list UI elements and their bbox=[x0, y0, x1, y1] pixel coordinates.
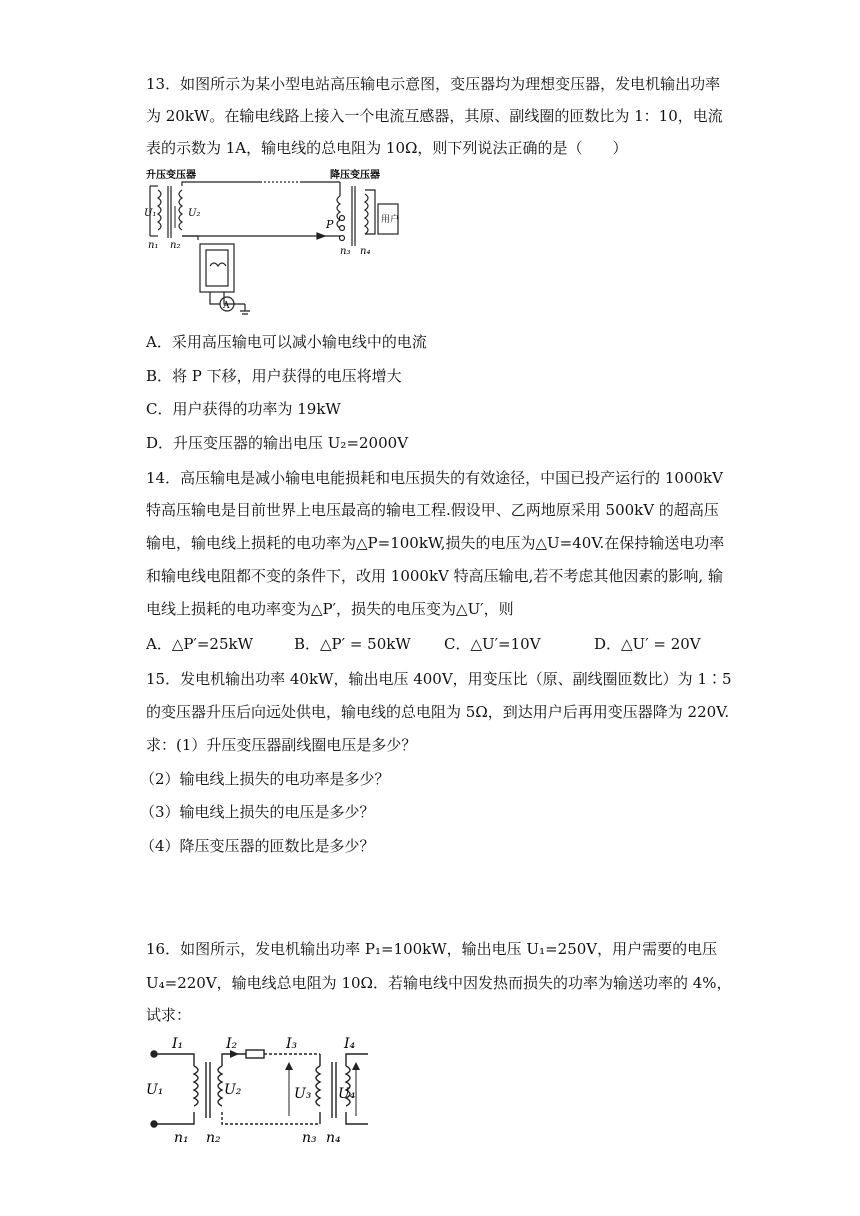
q15-sub-2: （2）输电线上损失的电功率是多少？ bbox=[140, 770, 390, 788]
q13-option-b: B．将 P 下移，用户获得的电压将增大 bbox=[146, 367, 402, 385]
q16-line-1: 16．如图所示，发电机输出功率 P₁=100kW，输出电压 U₁=250V，用户需要的电压 bbox=[146, 940, 718, 958]
q15-line-2: 的变压器升压后向远处供电，输电线的总电阻为 5Ω，到达用户后再用变压器降为 220V. bbox=[146, 703, 730, 721]
q16-n1-label: n₁ bbox=[174, 1130, 189, 1146]
q13-u1-label: U₁ bbox=[144, 208, 157, 219]
q14-option-d: D．△U′ = 20V bbox=[594, 635, 701, 653]
q14-line-1: 14．高压输电是减小输电电能损耗和电压损失的有效途径，中国已投产运行的 1000kV bbox=[146, 469, 723, 487]
q13-circuit-diagram bbox=[140, 166, 420, 326]
q16-line-2: U₄=220V，输电线总电阻为 10Ω．若输电线中因发热而损失的功率为输送功率的 4%， bbox=[146, 974, 732, 992]
q16-u4-label: U₄ bbox=[338, 1086, 356, 1102]
q15-sub-4: （4）降压变压器的匝数比是多少？ bbox=[140, 837, 375, 855]
q16-u1-label: U₁ bbox=[146, 1082, 164, 1098]
q13-line-1: 13．如图所示为某小型电站高压输电示意图，变压器均为理想变压器，发电机输出功率 bbox=[146, 75, 721, 93]
q13-n3-label: n₃ bbox=[340, 246, 351, 257]
q13-u2-label: U₂ bbox=[188, 208, 201, 219]
q15-line-3: 求：(1）升压变压器副线圈电压是多少？ bbox=[146, 736, 417, 754]
q13-option-d: D．升压变压器的输出电压 U₂=2000V bbox=[146, 434, 409, 452]
q16-n4-label: n₄ bbox=[326, 1130, 341, 1146]
q13-p-label: P bbox=[326, 218, 334, 231]
q13-ammeter-label: A bbox=[223, 301, 230, 311]
q13-option-c: C．用户获得的功率为 19kW bbox=[146, 400, 341, 418]
q15-line-1: 15．发电机输出功率 40kW，输出电压 400V，用变压比（原、副线圈匝数比）为 1∶5 bbox=[146, 670, 732, 688]
q14-option-a: A．△P′=25kW bbox=[146, 635, 254, 653]
q13-line-3: 表的示数为 1A，输电线的总电阻为 10Ω，则下列说法正确的是（ ） bbox=[146, 139, 628, 157]
q14-option-b: B．△P′ = 50kW bbox=[294, 635, 411, 653]
q14-line-5: 电线上损耗的电功率变为△P′，损失的电压变为△U′，则 bbox=[146, 600, 514, 618]
q13-line-2: 为 20kW。在输电线路上接入一个电流互感器，其原、副线圈的匝数比为 1：10，电流 bbox=[146, 107, 723, 125]
q15-sub-3: （3）输电线上损失的电压是多少？ bbox=[140, 803, 375, 821]
q16-n2-label: n₂ bbox=[206, 1130, 221, 1146]
q16-u2-label: U₂ bbox=[224, 1082, 242, 1098]
q16-line-3: 试求： bbox=[146, 1006, 192, 1024]
q16-i4-label: I₄ bbox=[344, 1036, 356, 1052]
q13-step-down-label: 降压变压器 bbox=[330, 170, 380, 181]
q13-n1-label: n₁ bbox=[148, 240, 159, 251]
q14-line-3: 输电，输电线上损耗的电功率为△P=100kW,损失的电压为△U=40V.在保持输送电功率 bbox=[146, 534, 725, 552]
q16-circuit-diagram bbox=[144, 1036, 374, 1148]
q13-step-up-label: 升压变压器 bbox=[146, 170, 196, 181]
q14-line-2: 特高压输电是目前世界上电压最高的输电工程.假设甲、乙两地原采用 500kV 的超高压 bbox=[146, 501, 719, 519]
q16-u3-label: U₃ bbox=[294, 1086, 312, 1102]
q16-i3-label: I₃ bbox=[286, 1036, 298, 1052]
q16-n3-label: n₃ bbox=[302, 1130, 317, 1146]
q14-option-c: C．△U′=10V bbox=[444, 635, 541, 653]
q13-user-label: 用户 bbox=[381, 215, 400, 225]
q14-line-4: 和输电线电阻都不变的条件下，改用 1000kV 特高压输电,若不考虑其他因素的影响, 输 bbox=[146, 567, 723, 585]
q16-i2-label: I₂ bbox=[226, 1036, 238, 1052]
q13-n2-label: n₂ bbox=[170, 240, 181, 251]
q13-n4-label: n₄ bbox=[360, 246, 371, 257]
q13-option-a: A．采用高压输电可以减小输电线中的电流 bbox=[146, 333, 427, 351]
q16-i1-label: I₁ bbox=[172, 1036, 184, 1052]
